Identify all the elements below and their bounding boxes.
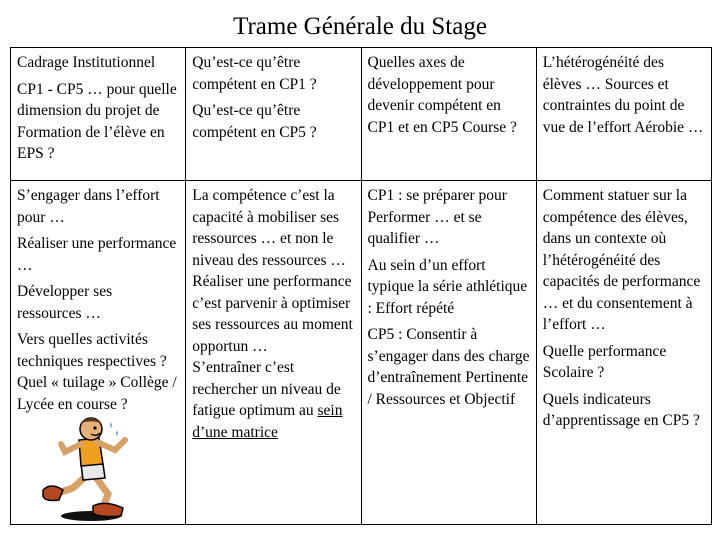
cell-text: S’engager dans l’effort pour … [17, 187, 160, 226]
cell-text: Quelle performance Scolaire ? [542, 342, 667, 381]
cell-engagement-goals [11, 181, 186, 525]
underlined-text: sein d’une matrice [192, 402, 343, 441]
cell-text: L’hétérogénéité des élèves … Sources et contraintes du point de vue de l’effort Aérobie … [542, 54, 704, 136]
cell-text: Quel « tuilage » Collège / Lycée en course ? [17, 374, 177, 413]
cell-text: La compétence c’est la capacité à mobiliser ses ressources … et non le niveau des ressources … [192, 187, 346, 269]
cell-competence-definition [186, 181, 361, 525]
cell-text: Développer ses ressources … [17, 283, 113, 322]
cell-cp-preparation [361, 181, 536, 525]
cell-text: Comment statuer sur la compétence des élèves, dans un contexte où l’hétérogénéité des capacités de performance … et du consentement à l’effort … [542, 187, 701, 333]
cell-heterogeneity [536, 48, 711, 181]
cell-text: Quels indicateurs d’apprentissage en CP5 ? [542, 390, 700, 429]
table-row [11, 181, 712, 525]
cell-text: Qu’est-ce qu’être compétent en CP1 ? [192, 54, 317, 93]
cell-text: Au sein d’un effort typique la série athlétique : Effort répété [367, 256, 528, 317]
cell-text-part: S’entraîner c’est rechercher un niveau de fatigue optimum au [192, 359, 341, 419]
cell-text [192, 357, 355, 443]
cell-text: Qu’est-ce qu’être compétent en CP5 ? [192, 102, 317, 141]
cell-assessment-questions [536, 181, 711, 525]
stage-framework-table [10, 47, 712, 525]
cell-development-axes [361, 48, 536, 181]
page-title: Trame Générale du Stage [233, 13, 487, 40]
cell-text: CP1 - CP5 … pour quelle dimension du projet de Formation de l’élève en EPS ? [17, 80, 177, 162]
cell-competence-question [186, 48, 361, 181]
cell-text: Réaliser une performance c’est parvenir à optimiser ses ressources au moment opportun … [192, 273, 353, 355]
cell-text: Cadrage Institutionnel [17, 54, 156, 71]
runner-cartoon-image [33, 416, 163, 524]
cell-text: Vers quelles activités techniques respectives ? [17, 331, 167, 370]
table-row [11, 48, 712, 181]
cell-institutional-frame [11, 48, 186, 181]
cell-text: Quelles axes de développement pour devenir compétent en CP1 et en CP5 Course ? [367, 54, 517, 136]
cell-text: CP1 : se préparer pour Performer … et se qualifier … [367, 187, 507, 247]
cell-text: CP5 : Consentir à s’engager dans des charge d’entraînement Pertinente / Ressources et Objectif [367, 326, 530, 408]
cell-text: Réaliser une performance … [17, 235, 177, 274]
